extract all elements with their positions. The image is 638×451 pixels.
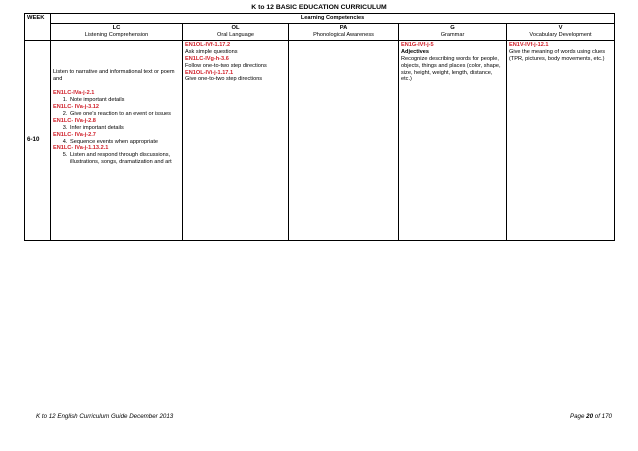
- lc-item: 2. Give one's reaction to an event or issues: [69, 111, 180, 118]
- g-text: Recognize describing words for people, objects, things and places (color, shape, size, height, weight, length, distance, etc.): [401, 55, 501, 83]
- lc-intro: Listen to narrative and informational text or poem and: [53, 69, 175, 83]
- ol-text: Ask simple questions: [185, 48, 238, 55]
- column-header-v: V Vocabulary Development: [507, 23, 615, 40]
- lc-item: 5. Listen and respond through discussions, illustrations, songs, dramatization and art: [69, 152, 180, 166]
- lc-item: 4. Sequence events when appropriate: [69, 139, 180, 146]
- lc-list: [53, 125, 180, 132]
- curriculum-table: [24, 13, 615, 241]
- lc-code: EN1LC- IVa-j-2.8: [53, 117, 96, 124]
- v-text: Give the meaning of words using clues (TPR, pictures, body movements, etc.): [509, 48, 606, 62]
- lc-item: 3. Infer important details: [69, 125, 180, 132]
- week-header: WEEK: [25, 14, 51, 41]
- lc-cell: [51, 40, 183, 240]
- column-header-pa: PA Phonological Awareness: [289, 23, 399, 40]
- column-header-lc: LC Listening Comprehension: [51, 23, 183, 40]
- ol-code: EN1OL-IVi-j-1.17.1: [185, 69, 234, 76]
- lc-item: 1. Note important details: [69, 97, 180, 104]
- footer-guide-title: K to 12 English Curriculum Guide December 2013: [36, 413, 174, 420]
- footer-page-number: Page 20 of 170: [569, 413, 612, 420]
- column-header-g: G Grammar: [399, 23, 507, 40]
- ol-text: Give one-to-two step directions: [185, 76, 263, 83]
- lc-list: [53, 111, 180, 118]
- lc-list: [53, 152, 180, 166]
- pa-cell: [289, 40, 399, 240]
- lc-code: EN1LC- IVa-j-2.7: [53, 131, 96, 138]
- g-heading: Adjectives: [401, 48, 429, 55]
- lc-code: EN1LC- IVa-j-1.13.2.1: [53, 145, 109, 152]
- document-title: K to 12 BASIC EDUCATION CURRICULUM: [251, 4, 387, 11]
- lc-code: EN1LC-IVa-j-2.1: [53, 90, 95, 97]
- v-code: EN1V-IVf-j-12.1: [509, 41, 549, 48]
- ol-code: EN1OL-IVf-1.17.2: [185, 41, 231, 48]
- v-cell: [507, 40, 615, 240]
- lc-code: EN1LC- IVa-j-3.12: [53, 103, 100, 110]
- ol-cell: [183, 40, 289, 240]
- ol-text: Follow one-to-two step directions: [185, 62, 267, 69]
- g-cell: [399, 40, 507, 240]
- competencies-header: Learning Competencies: [51, 14, 615, 24]
- lc-list: [53, 139, 180, 146]
- week-cell: 6-10: [25, 40, 51, 240]
- column-header-ol: OL Oral Language: [183, 23, 289, 40]
- ol-code: EN1LC-IVg-h-3.6: [185, 55, 229, 62]
- g-code: EN1G-IVf-j-5: [401, 41, 434, 48]
- lc-list: [53, 97, 180, 104]
